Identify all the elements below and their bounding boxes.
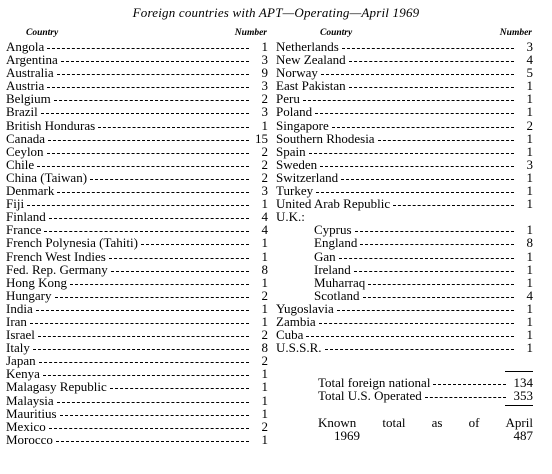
table-row <box>276 315 533 328</box>
country-name: Angola <box>6 39 45 54</box>
country-header: Country <box>320 28 353 38</box>
table-row <box>6 210 268 223</box>
country-count: 2 <box>261 169 268 185</box>
country-name: Norway <box>276 65 318 81</box>
country-name: Southern Rhodesia <box>276 130 375 146</box>
country-name: Kenya <box>6 366 40 382</box>
total-foreign-label: Total foreign national <box>318 375 431 390</box>
leader-dots <box>355 230 514 232</box>
country-count: 1 <box>526 274 533 290</box>
total-us-value: 353 <box>513 388 533 403</box>
leader-dots <box>378 139 514 141</box>
country-name: Muharraq <box>314 274 366 290</box>
table-row <box>276 132 533 145</box>
uk-territory-list <box>276 223 533 302</box>
country-header: Country <box>26 28 59 38</box>
known-word-1: Known <box>318 415 357 430</box>
country-count: 1 <box>526 130 533 146</box>
country-count: 2 <box>261 156 268 172</box>
country-count: 1 <box>526 183 533 199</box>
known-total-year: 1969 <box>334 428 360 443</box>
leader-dots <box>61 60 249 62</box>
table-row <box>276 197 533 210</box>
country-count: 1 <box>526 261 533 277</box>
leader-dots <box>325 348 514 350</box>
country-name: Sweden <box>276 156 318 172</box>
leader-dots <box>39 361 249 363</box>
known-word-2: total <box>382 415 406 430</box>
leader-dots <box>363 296 515 298</box>
leader-dots <box>37 165 249 167</box>
table-row <box>6 250 268 263</box>
country-name: Zambia <box>276 313 316 329</box>
leader-dots <box>30 322 249 324</box>
country-count: 1 <box>261 392 268 408</box>
table-row <box>6 354 268 367</box>
leader-dots <box>111 270 249 272</box>
table-row <box>6 145 268 158</box>
leader-dots <box>360 243 514 245</box>
country-name: China (Taiwan) <box>6 169 88 185</box>
table-row <box>276 236 533 249</box>
country-count: 9 <box>261 65 268 81</box>
number-header: Number <box>234 28 267 38</box>
leader-dots <box>57 191 249 193</box>
table-row <box>6 302 268 315</box>
country-name: Italy <box>6 340 30 356</box>
table-row <box>276 302 533 315</box>
country-count: 4 <box>261 209 268 225</box>
country-count: 1 <box>261 235 268 251</box>
country-count: 1 <box>526 104 533 120</box>
table-row <box>276 341 533 354</box>
country-name: Netherlands <box>276 39 339 54</box>
leader-dots <box>320 165 514 167</box>
left-column <box>6 27 268 446</box>
country-name: U.S.S.R. <box>276 340 322 356</box>
country-count: 1 <box>526 300 533 316</box>
leader-dots <box>393 204 514 206</box>
table-row <box>6 289 268 302</box>
known-word-4: of <box>468 415 480 430</box>
table-row <box>6 263 268 276</box>
table-row <box>6 420 268 433</box>
leader-dots <box>109 257 249 259</box>
leader-dots <box>425 397 506 398</box>
leader-dots <box>49 427 249 429</box>
table-row <box>6 92 268 105</box>
known-total-line-2 <box>318 429 533 442</box>
country-count: 3 <box>261 52 268 68</box>
leader-dots <box>368 283 514 285</box>
leader-dots <box>57 401 249 403</box>
country-name: Ireland <box>314 261 351 277</box>
country-name: Hungary <box>6 287 52 303</box>
country-count: 2 <box>261 418 268 434</box>
country-count: 8 <box>526 235 533 251</box>
country-name: Mauritius <box>6 405 57 421</box>
total-us-label: Total U.S. Operated <box>318 388 422 403</box>
leader-dots <box>342 47 514 49</box>
country-count: 1 <box>526 340 533 356</box>
country-count: 1 <box>261 117 268 133</box>
country-name: Peru <box>276 91 300 107</box>
country-name: New Zealand <box>276 52 346 68</box>
country-name: Brazil <box>6 104 38 120</box>
leader-dots <box>41 112 249 114</box>
table-row <box>6 158 268 171</box>
country-count: 1 <box>526 313 533 329</box>
country-name: Belgium <box>6 91 51 107</box>
country-name: India <box>6 300 33 316</box>
country-name: Spain <box>276 143 306 159</box>
leader-dots <box>315 112 514 114</box>
country-name: England <box>314 235 358 251</box>
leader-dots <box>337 309 514 311</box>
table-row <box>6 407 268 420</box>
country-count: 2 <box>261 91 268 107</box>
country-count: 8 <box>261 340 268 356</box>
table-row <box>6 105 268 118</box>
country-name: Japan <box>6 353 36 369</box>
table-row <box>6 341 268 354</box>
totals-rule-bottom <box>505 405 533 406</box>
table-row <box>6 119 268 132</box>
country-count: 3 <box>261 104 268 120</box>
country-count: 1 <box>261 248 268 264</box>
right-country-list-continued <box>276 302 533 354</box>
country-count: 1 <box>526 248 533 264</box>
left-column-header <box>6 27 268 40</box>
table-row <box>6 433 268 446</box>
country-name: Denmark <box>6 183 55 199</box>
leader-dots <box>349 60 514 62</box>
leader-dots <box>321 73 514 75</box>
country-name: Chile <box>6 156 35 172</box>
country-count: 1 <box>261 313 268 329</box>
leader-dots <box>354 270 514 272</box>
leader-dots <box>27 204 249 206</box>
country-name: Morocco <box>6 431 53 447</box>
country-count: 1 <box>261 405 268 421</box>
country-count: 1 <box>261 379 268 395</box>
country-count: 8 <box>261 261 268 277</box>
country-name: Hong Kong <box>6 274 68 290</box>
total-foreign-value: 134 <box>513 375 533 390</box>
table-row <box>276 105 533 118</box>
leader-dots <box>316 191 514 193</box>
country-count: 1 <box>526 169 533 185</box>
leader-dots <box>38 335 249 337</box>
country-name: France <box>6 222 42 238</box>
country-name: French Polynesia (Tahiti) <box>6 235 138 251</box>
leader-dots <box>339 257 514 259</box>
country-count: 1 <box>526 327 533 343</box>
leader-dots <box>98 126 249 128</box>
country-name: Malaysia <box>6 392 54 408</box>
table-row <box>6 276 268 289</box>
country-name: Switzerland <box>276 169 339 185</box>
leader-dots <box>433 384 506 385</box>
country-count: 2 <box>261 143 268 159</box>
country-name: East Pakistan <box>276 78 346 94</box>
right-column <box>276 27 533 354</box>
leader-dots <box>36 309 249 311</box>
leader-dots <box>54 99 249 101</box>
country-name: Gan <box>314 248 336 264</box>
leader-dots <box>303 99 514 101</box>
leader-dots <box>319 322 514 324</box>
leader-dots <box>49 217 249 219</box>
country-count: 5 <box>526 65 533 81</box>
country-name: Yugoslavia <box>276 300 334 316</box>
leader-dots <box>141 243 249 245</box>
country-name: Fed. Rep. Germany <box>6 261 108 277</box>
country-count: 3 <box>261 78 268 94</box>
table-row <box>276 145 533 158</box>
country-count: 1 <box>261 274 268 290</box>
country-name: Scotland <box>314 287 360 303</box>
country-count: 1 <box>526 143 533 159</box>
right-column-header <box>276 27 533 40</box>
country-count: 3 <box>526 156 533 172</box>
country-count: 1 <box>261 196 268 212</box>
table-row <box>276 276 533 289</box>
country-name: French West Indies <box>6 248 106 264</box>
leader-dots <box>33 348 249 350</box>
country-name: Israel <box>6 327 35 343</box>
table-row <box>6 132 268 145</box>
country-name: Cuba <box>276 327 304 343</box>
country-name: United Arab Republic <box>276 196 391 212</box>
table-row <box>276 250 533 263</box>
country-name: British Honduras <box>6 117 96 133</box>
table-row <box>6 236 268 249</box>
leader-dots <box>306 335 514 337</box>
country-count: 3 <box>261 183 268 199</box>
country-count: 15 <box>255 130 268 146</box>
country-count: 1 <box>261 300 268 316</box>
country-count: 1 <box>261 39 268 54</box>
country-name: Turkey <box>276 183 314 199</box>
country-count: 2 <box>261 353 268 369</box>
table-row <box>6 66 268 79</box>
leader-dots <box>47 47 249 49</box>
leader-dots <box>57 73 249 75</box>
country-count: 1 <box>526 222 533 238</box>
leader-dots <box>332 126 514 128</box>
table-row <box>276 92 533 105</box>
leader-dots <box>47 152 249 154</box>
country-name: Poland <box>276 104 313 120</box>
total-us-row <box>318 389 533 402</box>
country-name: Malagasy Republic <box>6 379 107 395</box>
leader-dots <box>349 86 514 88</box>
leader-dots <box>309 152 514 154</box>
leader-dots <box>55 296 250 298</box>
country-name: Singapore <box>276 117 329 133</box>
leader-dots <box>48 139 249 141</box>
known-word-5: April <box>505 415 533 430</box>
table-row <box>276 289 533 302</box>
country-count: 4 <box>526 287 533 303</box>
country-name: Iran <box>6 313 27 329</box>
known-total-value: 487 <box>513 428 533 443</box>
leader-dots <box>56 440 249 442</box>
country-count: 1 <box>526 78 533 94</box>
table-row <box>6 328 268 341</box>
country-name: Argentina <box>6 52 58 68</box>
table-row <box>6 184 268 197</box>
known-word-3: as <box>431 415 443 430</box>
page-title: Foreign countries with APT—Operating—April 1969 <box>132 5 420 20</box>
country-count: 2 <box>526 117 533 133</box>
country-name: Austria <box>6 78 45 94</box>
table-row <box>276 119 533 132</box>
country-count: 1 <box>526 91 533 107</box>
table-row <box>276 79 533 92</box>
country-name: Cyprus <box>314 222 352 238</box>
table-row <box>276 171 533 184</box>
leader-dots <box>110 387 249 389</box>
totals-rule-top <box>505 371 533 372</box>
country-count: 2 <box>261 327 268 343</box>
leader-dots <box>47 86 249 88</box>
uk-heading: U.K.: <box>276 209 305 225</box>
leader-dots <box>341 178 514 180</box>
totals-block <box>318 376 533 402</box>
leader-dots <box>60 414 249 416</box>
country-name: Fiji <box>6 196 25 212</box>
country-name: Ceylon <box>6 143 44 159</box>
right-country-list <box>276 40 533 210</box>
table-row <box>6 394 268 407</box>
table-row <box>276 158 533 171</box>
country-name: Finland <box>6 209 46 225</box>
leader-dots <box>43 374 249 376</box>
country-count: 1 <box>526 196 533 212</box>
table-row <box>276 263 533 276</box>
leader-dots <box>90 178 249 180</box>
leader-dots <box>70 283 249 285</box>
known-total-block <box>318 416 533 442</box>
left-country-list <box>6 40 268 446</box>
leader-dots <box>44 230 249 232</box>
country-name: Australia <box>6 65 54 81</box>
country-count: 4 <box>526 52 533 68</box>
table-row <box>6 315 268 328</box>
country-count: 2 <box>261 287 268 303</box>
country-name: Mexico <box>6 418 46 434</box>
country-name: Canada <box>6 130 45 146</box>
country-count: 1 <box>261 431 268 447</box>
country-count: 4 <box>261 222 268 238</box>
table-row <box>6 380 268 393</box>
number-header: Number <box>499 28 532 38</box>
country-count: 1 <box>261 366 268 382</box>
country-count: 3 <box>526 39 533 54</box>
